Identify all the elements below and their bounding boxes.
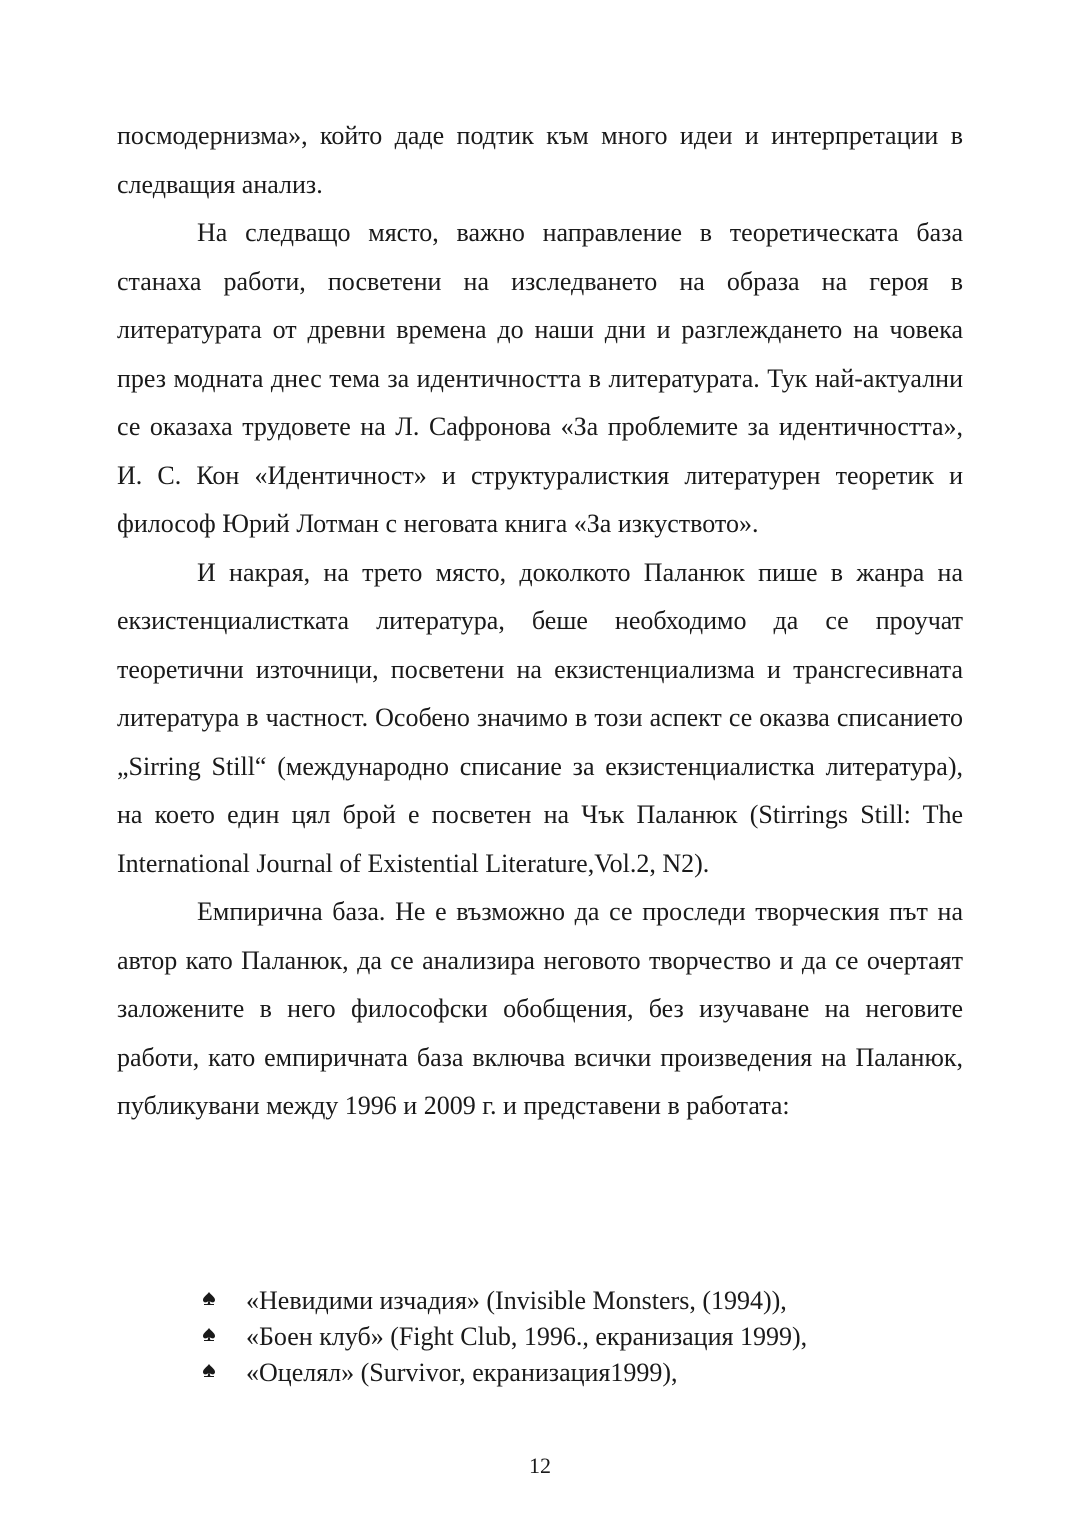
- list-item: [200, 1283, 960, 1319]
- page-number: 12: [529, 1453, 551, 1478]
- list-item: [200, 1319, 960, 1355]
- paragraph-existential-literature: И накрая, на трето място, доколкото Паланюк пише в жанра на екзистенциалистката литература, беше необходимо да се проучат теоретични източници, посветени на екзистенциализма и трансгесивната литература в частност. Особено значимо в този аспект се оказва списанието „Sirring Still“ (международно списание за екзистенциалистка литература), на което един цял брой е посветен на Чък Паланюк (Stirrings Still: The International Journal of Existential Literature,Vol.2, N2).: [117, 557, 963, 878]
- works-list: [200, 1283, 960, 1391]
- list-item-text: «Боен клуб» (Fight Club, 1996., екранизация 1999),: [246, 1322, 808, 1351]
- spade-icon: [200, 1325, 246, 1345]
- body-text: [117, 112, 963, 1131]
- list-item: [200, 1355, 960, 1391]
- paragraph-continuation: посмодернизма», който даде подтик към много идеи и интерпретации в следващия анализ.: [117, 121, 963, 199]
- list-item-text: «Невидими изчадия» (Invisible Monsters, (1994)),: [246, 1286, 787, 1315]
- spade-icon: [200, 1361, 246, 1381]
- paragraph-empirical-base: Емпирична база. Не е възможно да се проследи творческия път на автор като Паланюк, да се анализира неговото творчество и да се очертаят заложените в него философски обобщения, без изучаване на неговите работи, като емпиричната база включва всички произведения на Паланюк, публикувани между 1996 и 2009 г. и представени в работата:: [117, 897, 963, 1120]
- paragraph-theoretical-base: На следващо място, важно направление в теоретическата база станаха работи, посветени на изследването на образа на героя в литературата от древни времена до наши дни и разглеждането на човека през модната днес тема за идентичността в литературата. Тук най-актуални се оказаха трудовете на Л. Сафронова «За проблемите за идентичността», И. С. Кон «Идентичност» и структуралисткия литературен теоретик и философ Юрий Лотман с неговата книга «За изкуството».: [117, 218, 963, 538]
- spade-icon: [200, 1289, 246, 1309]
- list-item-text: «Оцелял» (Survivor, екранизация1999),: [246, 1358, 678, 1387]
